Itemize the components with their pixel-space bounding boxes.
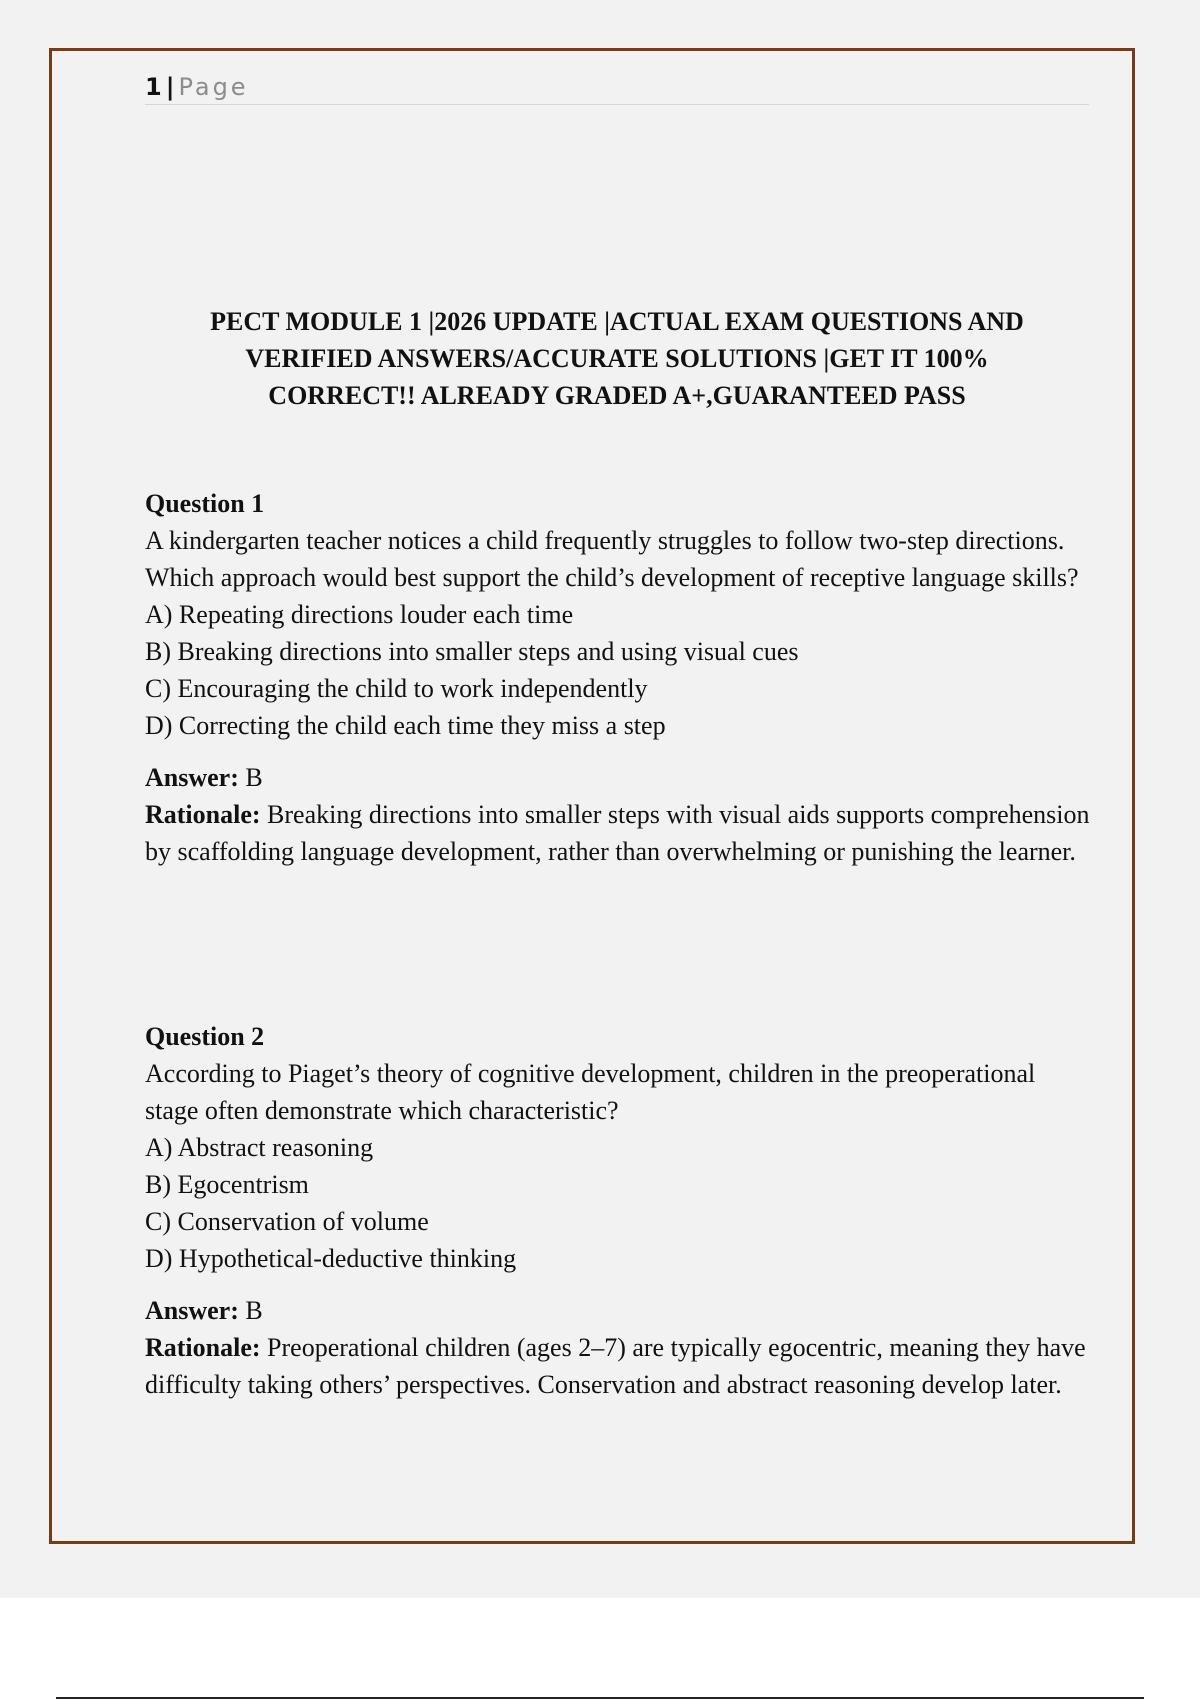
option-d: D) Hypothetical-deductive thinking — [145, 1244, 517, 1273]
options-list — [145, 1129, 1095, 1277]
title-line-1: PECT MODULE 1 |2026 UPDATE |ACTUAL EXAM QUESTIONS AND — [210, 307, 1024, 336]
page-label: Page — [178, 73, 249, 101]
answer-label: Answer: — [145, 1296, 239, 1325]
rationale-text: Breaking directions into smaller steps with visual aids supports comprehension by scaffolding language development, rather than overwhelming or punishing the learner. — [145, 800, 1090, 866]
question-heading: Question 2 — [145, 1022, 265, 1051]
rationale-label: Rationale: — [145, 1333, 261, 1362]
question-block-1 — [145, 485, 1095, 870]
rationale-line — [145, 1329, 1095, 1403]
title-line-3: CORRECT!! ALREADY GRADED A+,GUARANTEED PASS — [268, 381, 966, 410]
option-b: B) Egocentrism — [145, 1170, 309, 1199]
answer-label: Answer: — [145, 763, 239, 792]
option-a: A) Abstract reasoning — [145, 1133, 374, 1162]
document-title — [145, 303, 1089, 414]
title-line-2: VERIFIED ANSWERS/ACCURATE SOLUTIONS |GET IT 100% — [245, 344, 989, 373]
next-page-rule — [56, 1697, 1144, 1699]
question-heading: Question 1 — [145, 489, 265, 518]
option-b: B) Breaking directions into smaller steps and using visual cues — [145, 637, 799, 666]
answer-value: B — [245, 763, 263, 792]
answer-value: B — [245, 1296, 263, 1325]
option-c: C) Encouraging the child to work independently — [145, 674, 648, 703]
options-list — [145, 596, 1095, 744]
rationale-label: Rationale: — [145, 800, 261, 829]
question-block-2 — [145, 1018, 1095, 1403]
page-number: 1 — [145, 73, 162, 101]
rationale-text: Preoperational children (ages 2–7) are typically egocentric, meaning they have difficulty taking others’ perspectives. Conservation and abstract reasoning develop later. — [145, 1333, 1086, 1399]
page-header — [145, 70, 1089, 105]
option-c: C) Conservation of volume — [145, 1207, 429, 1236]
answer-line — [145, 759, 1095, 796]
question-text: According to Piaget’s theory of cognitive development, children in the preoperational stage often demonstrate which characteristic? — [145, 1059, 1036, 1125]
option-a: A) Repeating directions louder each time — [145, 600, 574, 629]
answer-line — [145, 1292, 1095, 1329]
question-text: A kindergarten teacher notices a child frequently struggles to follow two-step directions. Which approach would best support the child’s development of receptive language skills? — [145, 526, 1079, 592]
option-d: D) Correcting the child each time they miss a step — [145, 711, 666, 740]
page-separator: | — [165, 73, 175, 101]
rationale-line — [145, 796, 1095, 870]
